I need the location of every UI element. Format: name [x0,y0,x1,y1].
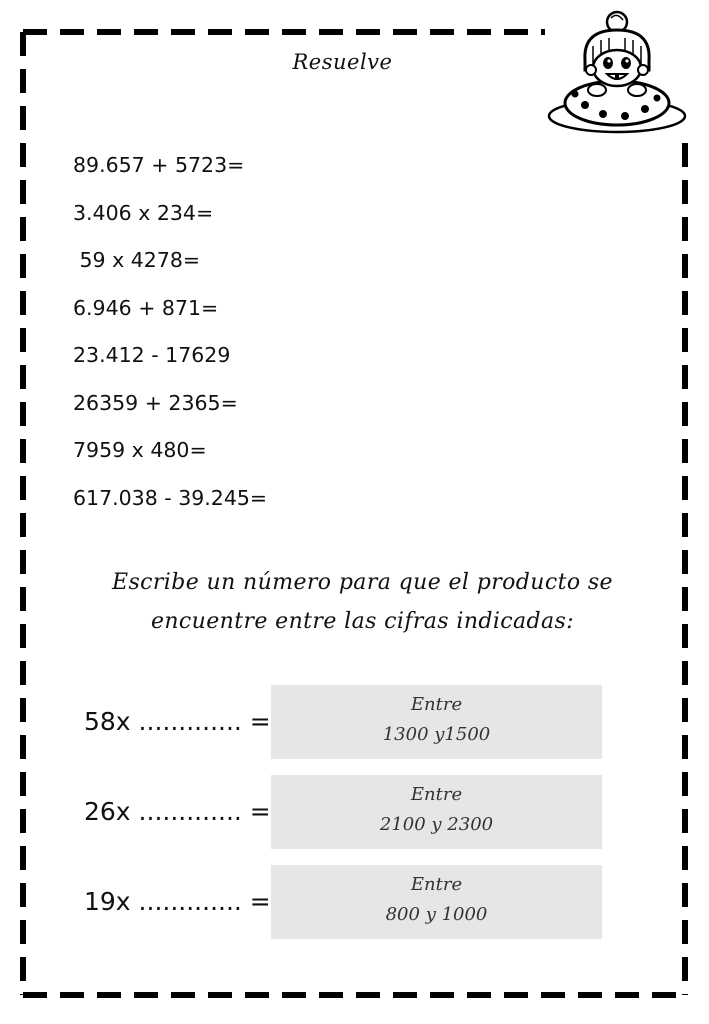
range-values: 2100 y 2300 [379,814,494,835]
range-label: Entre [410,784,463,805]
range-box [271,685,602,759]
product-problem [84,865,604,939]
operation-item: 617.038 - 39.245= [73,485,268,510]
operation-item: 89.657 + 5723= [73,153,245,177]
operation-item: 26359 + 2365= [73,390,238,415]
range-values: 800 y 1000 [385,904,488,925]
problem-expression: 58x ............. = [84,707,271,736]
operation-item: 3.406 x 234= [73,200,214,225]
operation-item: 23.412 - 17629 [73,343,231,367]
problem-expression: 19x ............. = [84,887,271,916]
instructions-text [40,563,685,641]
operation-item: 7959 x 480= [73,438,207,462]
instructions-line: Escribe un número para que el producto se [112,570,613,595]
operation-item: 59 x 4278= [73,248,201,272]
range-box [271,865,602,939]
range-values: 1300 y1500 [382,724,491,745]
range-label: Entre [410,694,463,715]
problem-expression: 26x ............. = [84,797,271,826]
operations-list [73,150,267,530]
page-title: Resuelve [292,50,393,74]
instructions-line: encuentre entre las cifras indicadas: [150,609,575,634]
range-box [271,775,602,849]
operation-item: 6.946 + 871= [73,295,219,320]
product-problem [84,685,604,759]
range-label: Entre [410,874,463,895]
product-problem [84,775,604,849]
